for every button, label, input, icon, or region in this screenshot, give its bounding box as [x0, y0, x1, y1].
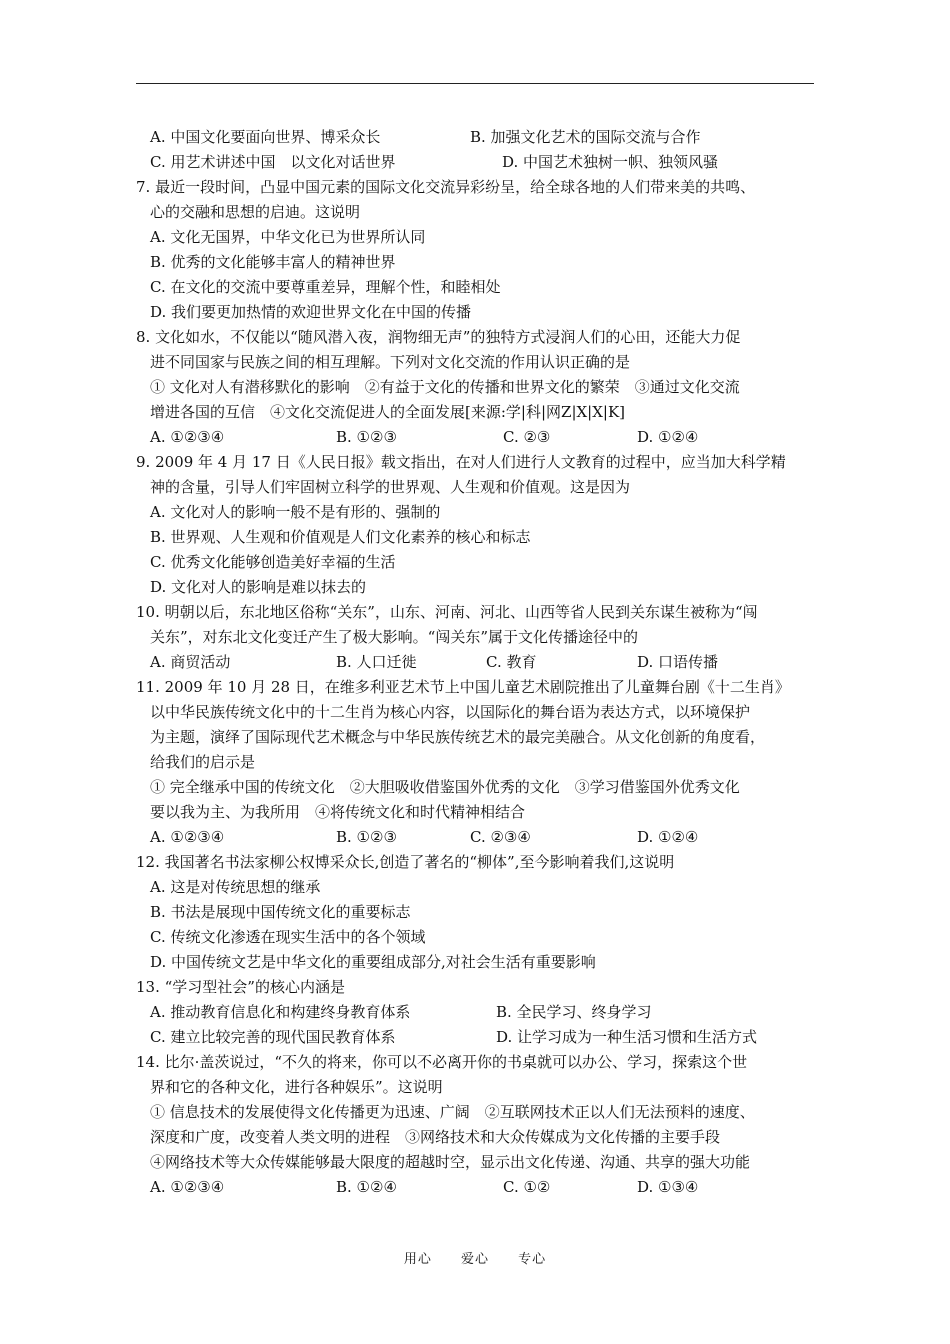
q9-option-a: A. 文化对人的影响一般不是有形的、强制的: [150, 503, 441, 521]
q10-option-a: A. 商贸活动: [150, 653, 231, 671]
q13-option-a: A. 推动教育信息化和构建终身教育体系: [150, 1003, 411, 1021]
q9-option-b: B. 世界观、人生观和价值观是人们文化素养的核心和标志: [150, 528, 531, 546]
q14-stem-cont: 界和它的各种文化，进行各种娱乐”。这说明: [150, 1078, 443, 1096]
q10-stem: 10. 明朝以后，东北地区俗称“关东”，山东、河南、河北、山西等省人民到关东谋生被称为“闯: [136, 603, 758, 621]
q10-option-d: D. 口语传播: [637, 653, 719, 671]
q8-items: ① 文化对人有潜移默化的影响 ②有益于文化的传播和世界文化的繁荣 ③通过文化交流: [150, 378, 740, 396]
q10-option-b: B. 人口迁徙: [336, 653, 417, 671]
q6-option-b: B. 加强文化艺术的国际交流与合作: [470, 128, 701, 146]
q11-items: ① 完全继承中国的传统文化 ②大胆吸收借鉴国外优秀的文化 ③学习借鉴国外优秀文化: [150, 778, 740, 796]
q6-option-d: D. 中国艺术独树一帜、独领风骚: [502, 153, 719, 171]
q8-option-d: D. ①②④: [637, 428, 699, 446]
footer-word-2: 爱心: [460, 1252, 489, 1267]
footer-word-1: 用心: [403, 1252, 432, 1267]
q12-option-b: B. 书法是展现中国传统文化的重要标志: [150, 903, 411, 921]
q11-items-cont: 要以我为主、为我所用 ④将传统文化和时代精神相结合: [150, 803, 526, 821]
q12-option-c: C. 传统文化渗透在现实生活中的各个领域: [150, 928, 426, 946]
q14-items-1: ① 信息技术的发展使得文化传播更为迅速、广阔 ②互联网技术正以人们无法预料的速度、: [150, 1103, 755, 1121]
q9-stem: 9. 2009 年 4 月 17 日《人民日报》载文指出，在对人们进行人文教育的过程中，应当加大科学精: [136, 453, 786, 471]
q13-option-d: D. 让学习成为一种生活习惯和生活方式: [496, 1028, 758, 1046]
q14-stem: 14. 比尔·盖茨说过，“不久的将来，你可以不必离开你的书桌就可以办公、学习，探索这个世: [136, 1053, 748, 1071]
q11-stem-cont-3: 给我们的启示是: [150, 753, 256, 771]
q12-option-d: D. 中国传统文艺是中华文化的重要组成部分,对社会生活有重要影响: [150, 953, 596, 971]
q8-option-b: B. ①②③: [336, 428, 397, 446]
q10-option-c: C. 教育: [486, 653, 537, 671]
q13-option-c: C. 建立比较完善的现代国民教育体系: [150, 1028, 396, 1046]
q8-option-a: A. ①②③④: [150, 428, 225, 446]
q9-option-d: D. 文化对人的影响是难以抹去的: [150, 578, 367, 596]
q8-option-c: C. ②③: [503, 428, 551, 446]
q14-items-2: 深度和广度，改变着人类文明的进程 ③网络技术和大众传媒成为文化传播的主要手段: [150, 1128, 721, 1146]
q11-stem: 11. 2009 年 10 月 28 日，在维多利亚艺术节上中国儿童艺术剧院推出了儿童舞台剧《十二生肖》: [136, 678, 790, 696]
q10-stem-cont: 关东”，对东北文化变迁产生了极大影响。“闯关东”属于文化传播途径中的: [150, 628, 639, 646]
q7-option-b: B. 优秀的文化能够丰富人的精神世界: [150, 253, 396, 271]
q7-option-c: C. 在文化的交流中要尊重差异，理解个性，和睦相处: [150, 278, 501, 296]
q14-items-3: ④网络技术等大众传媒能够最大限度的超越时空，显示出文化传递、沟通、共享的强大功能: [150, 1153, 751, 1171]
q7-stem: 7. 最近一段时间，凸显中国元素的国际文化交流异彩纷呈，给全球各地的人们带来美的共鸣、: [136, 178, 756, 196]
q11-option-c: C. ②③④: [470, 828, 531, 846]
q12-stem: 12. 我国著名书法家柳公权博采众长,创造了著名的“柳体”,至今影响着我们,这说明: [136, 853, 675, 871]
q14-option-a: A. ①②③④: [150, 1178, 225, 1196]
q6-option-a: A. 中国文化要面向世界、博采众长: [150, 128, 381, 146]
q9-option-c: C. 优秀文化能够创造美好幸福的生活: [150, 553, 396, 571]
q11-option-d: D. ①②④: [637, 828, 699, 846]
header-rule: [136, 83, 814, 84]
q11-option-b: B. ①②③: [336, 828, 397, 846]
q8-items-cont: 增进各国的互信 ④文化交流促进人的全面发展[来源:学|科|网Z|X|X|K]: [150, 403, 626, 421]
q11-stem-cont-2: 为主题，演绎了国际现代艺术概念与中华民族传统艺术的最完美融合。从文化创新的角度看，: [150, 728, 766, 746]
q7-option-d: D. 我们要更加热情的欢迎世界文化在中国的传播: [150, 303, 472, 321]
page-footer: [0, 1248, 950, 1267]
q14-option-b: B. ①②④: [336, 1178, 397, 1196]
q7-option-a: A. 文化无国界，中华文化已为世界所认同: [150, 228, 426, 246]
q14-option-d: D. ①③④: [637, 1178, 699, 1196]
q13-option-b: B. 全民学习、终身学习: [496, 1003, 652, 1021]
q11-option-a: A. ①②③④: [150, 828, 225, 846]
q6-option-c: C. 用艺术讲述中国 以文化对话世界: [150, 153, 396, 171]
q9-stem-cont: 神的含量，引导人们牢固树立科学的世界观、人生观和价值观。这是因为: [150, 478, 631, 496]
q7-stem-cont: 心的交融和思想的启迪。这说明: [150, 203, 361, 221]
q13-stem: 13. “学习型社会”的核心内涵是: [136, 978, 345, 996]
q8-stem: 8. 文化如水，不仅能以“随风潜入夜，润物细无声”的独特方式浸润人们的心田，还能大力促: [136, 328, 741, 346]
footer-word-3: 专心: [518, 1252, 547, 1267]
q12-option-a: A. 这是对传统思想的继承: [150, 878, 321, 896]
q11-stem-cont-1: 以中华民族传统文化中的十二生肖为核心内容，以国际化的舞台语为表达方式，以环境保护: [150, 703, 751, 721]
q8-stem-cont: 进不同国家与民族之间的相互理解。下列对文化交流的作用认识正确的是: [150, 353, 631, 371]
q14-option-c: C. ①②: [503, 1178, 551, 1196]
